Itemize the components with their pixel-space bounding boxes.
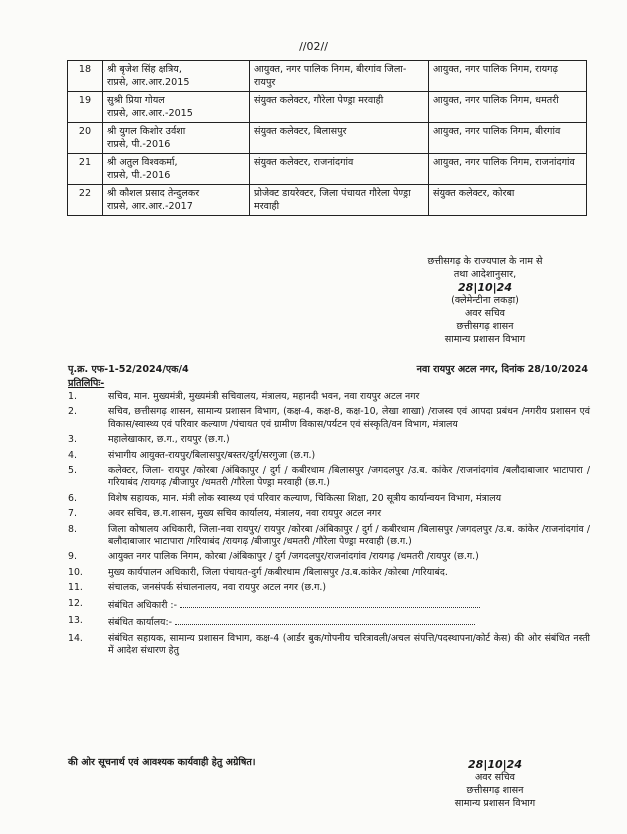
signatory-org-2: छत्तीसगढ़ शासन <box>466 785 524 796</box>
list-item-text <box>108 551 590 563</box>
list-item <box>68 524 590 549</box>
list-item-label: मुख्य कार्यपालन अधिकारी, जिला पंचायत-दुर्ग /कबीरधाम /बिलासपुर /उ.ब.कांकेर /कोरबा /गरियाबंद. <box>108 566 448 578</box>
list-item-text <box>108 465 590 490</box>
list-item <box>68 551 590 563</box>
list-item-number: 7. <box>68 508 77 520</box>
new-posting: संयुक्त कलेक्टर, कोरबा <box>429 185 587 216</box>
list-item <box>68 434 590 446</box>
signatory-org: छत्तीसगढ़ शासन <box>456 321 514 332</box>
officer-name: श्री बृजेश सिंह क्षत्रिय, <box>107 64 182 75</box>
current-posting: संयुक्त कलेक्टर, गौरेला पेण्ड्रा मरवाही <box>250 92 429 123</box>
row-number: 21 <box>68 154 103 185</box>
list-item <box>68 391 590 403</box>
list-item-label: जिला कोषालय अधिकारी, जिला-नवा रायपुर/ रायपुर /कोरबा /अंबिकापुर / दुर्ग / कबीरधाम /बिलासपुर /जगदलपुर /उ.ब. कांकेर /राजनांदगांव /बलौदाबाजार भाटापारा /गरियाबंद /रायगढ़ /बीजापुर /धमतरी /गौरेला पेण्ड्रा मरवाही (छ.ग.) <box>108 523 590 548</box>
signature-initials: 28|10|24 <box>458 281 512 294</box>
page-number: //02// <box>299 40 328 53</box>
list-item <box>68 508 590 520</box>
list-item-text <box>108 434 590 446</box>
signatory-designation-2: अवर सचिव <box>474 772 516 783</box>
list-item-label: संबंधित कार्यालय:- <box>108 617 173 629</box>
officer-cell <box>103 61 250 92</box>
list-item-text <box>108 508 590 520</box>
list-item-number: 3. <box>68 434 77 446</box>
signatory-name: (क्लेमेन्टीना लकड़ा) <box>451 295 519 306</box>
officer-service: राप्रसे, पी.-2016 <box>107 139 171 150</box>
list-item <box>68 406 590 431</box>
table-row <box>68 92 587 123</box>
row-number: 22 <box>68 185 103 216</box>
list-item-number: 1. <box>68 391 77 402</box>
list-item-number: 14. <box>68 632 83 644</box>
copy-to-title: प्रतिलिपिः- <box>68 378 105 389</box>
table-row <box>68 61 587 92</box>
signature-initials-2: 28|10|24 <box>468 758 522 771</box>
officer-name: सुश्री प्रिया गोयल <box>107 95 165 106</box>
list-item-number: 13. <box>68 615 83 627</box>
row-number: 18 <box>68 61 103 92</box>
list-item-label: आयुक्त नगर पालिक निगम, कोरबा /अंबिकापुर / दुर्ग /जगदलपुर/राजनांदगांव /रायगढ़ /धमतरी /रायपुर (छ.ग.) <box>108 551 479 563</box>
signatory-dept: सामान्य प्रशासन विभाग <box>444 334 526 345</box>
blank-line <box>180 598 480 608</box>
list-item-number: 11. <box>68 582 83 594</box>
list-item-number: 5. <box>68 465 77 477</box>
blank-line <box>175 615 475 625</box>
list-item <box>68 567 590 579</box>
closing-line: की ओर सूचनार्थ एवं आवश्यक कार्यवाही हेतु अग्रेषित। <box>68 757 256 768</box>
current-posting: आयुक्त, नगर पालिक निगम, बीरगांव जिला-रायपुर <box>250 61 429 92</box>
list-item <box>68 598 590 612</box>
list-item-label: कलेक्टर, जिला- रायपुर /कोरबा /अंबिकापुर / दुर्ग / कबीरधाम /बिलासपुर /जगदलपुर /उ.ब. कांकेर /राजनांदगांव /बलौदाबाजार भाटापारा /गरियाबंद /रायगढ़ /बीजापुर /धमतरी /गौरेला पेण्ड्रा मरवाही (छ.ग.) <box>108 465 590 489</box>
list-item <box>68 465 590 490</box>
officer-service: राप्रसे, आर.आर.-2017 <box>107 201 193 212</box>
list-item-text <box>108 633 590 658</box>
list-item <box>68 615 590 629</box>
officer-service: राप्रसे, आर.आर.-2015 <box>107 108 193 119</box>
list-item-label: सचिव, छत्तीसगढ़ शासन, सामान्य प्रशासन विभाग, (कक्ष-4, कक्ष-8, कक्ष-10, लेखा शाखा) /राजस्व एवं आपदा प्रबंधन /नगरीय प्रशासन एवं विकास/स्वास्थ्य एवं परिवार कल्याण /पंचायत एवं ग्रामीण विकास/पर्यटन एवं संस्कृति/वन विभाग, मंत्रालय <box>108 406 590 430</box>
list-item <box>68 493 590 505</box>
list-item-number: 10. <box>68 566 83 578</box>
list-item-label: संचालक, जनसंपर्क संचालनालय, नवा रायपुर अटल नगर (छ.ग.) <box>108 582 327 594</box>
list-item-text <box>108 450 590 462</box>
copy-to-list <box>68 391 590 660</box>
transfer-table <box>67 60 587 216</box>
list-item-text <box>108 406 590 431</box>
officer-name: श्री अतुल विश्वकर्मा, <box>107 157 178 168</box>
place-date: नवा रायपुर अटल नगर, दिनांक 28/10/2024 <box>416 364 588 375</box>
list-item-label: अवर सचिव, छ.ग.शासन, मुख्य सचिव कार्यालय, मंत्रालय, नवा रायपुर अटल नगर <box>108 508 382 520</box>
list-item-label: सचिव, मान. मुख्यमंत्री, मुख्यमंत्री सचिवालय, मंत्रालय, महानदी भवन, नवा रायपुर अटल नगर <box>108 391 420 402</box>
officer-cell <box>103 123 250 154</box>
list-item <box>68 633 590 658</box>
list-item-text <box>108 582 590 594</box>
list-item-number: 4. <box>68 449 77 461</box>
current-posting: संयुक्त कलेक्टर, बिलासपुर <box>250 123 429 154</box>
table-row <box>68 123 587 154</box>
list-item-label: संबंधित अधिकारी :- <box>108 599 177 611</box>
signature-block-1 <box>400 255 570 346</box>
current-posting: संयुक्त कलेक्टर, राजनांदगांव <box>250 154 429 185</box>
signatory-designation: अवर सचिव <box>464 308 506 319</box>
new-posting: आयुक्त, नगर पालिक निगम, राजनांदगांव <box>429 154 587 185</box>
signature-block-2 <box>420 758 570 810</box>
table-row <box>68 185 587 216</box>
table-row <box>68 154 587 185</box>
list-item-text <box>108 493 590 505</box>
new-posting: आयुक्त, नगर पालिक निगम, रायगढ़ <box>429 61 587 92</box>
order-line: तथा आदेशानुसार, <box>453 269 517 280</box>
current-posting: प्रोजेक्ट डायरेक्टर, जिला पंचायत गौरेला पेण्ड्रा मरवाही <box>250 185 429 216</box>
officer-service: राप्रसे, आर.आर.2015 <box>107 77 190 88</box>
new-posting: आयुक्त, नगर पालिक निगम, धमतरी <box>429 92 587 123</box>
list-item-label: संभागीय आयुक्त-रायपुर/बिलासपुर/बस्तर/दुर्ग/सरगुजा (छ.ग.) <box>108 449 316 461</box>
list-item-text <box>108 391 590 403</box>
officer-service: राप्रसे, पी.-2016 <box>107 170 171 181</box>
list-item-number: 6. <box>68 492 77 504</box>
officer-name: श्री युगल किशोर उर्वशा <box>107 126 186 137</box>
signatory-dept-2: सामान्य प्रशासन विभाग <box>454 798 536 809</box>
list-item-number: 8. <box>68 523 77 535</box>
list-item-label: विशेष सहायक, मान. मंत्री लोक स्वास्थ्य एवं परिवार कल्याण, चिकित्सा शिक्षा, 20 सूत्रीय कार्यान्वयन विभाग, मंत्रालय <box>108 492 502 504</box>
list-item-text <box>108 567 590 579</box>
governor-line: छत्तीसगढ़ के राज्यपाल के नाम से <box>427 256 543 267</box>
list-item-number: 12. <box>68 597 83 609</box>
list-item-label: महालेखाकार, छ.ग., रायपुर (छ.ग.) <box>108 434 230 446</box>
list-item <box>68 450 590 462</box>
new-posting: आयुक्त, नगर पालिक निगम, बीरगांव <box>429 123 587 154</box>
officer-name: श्री कौशल प्रसाद तेन्दुलकर <box>107 188 200 199</box>
officer-cell <box>103 185 250 216</box>
list-item-text <box>108 524 590 549</box>
officer-cell <box>103 92 250 123</box>
list-item <box>68 582 590 594</box>
list-item-label: संबंधित सहायक, सामान्य प्रशासन विभाग, कक्ष-4 (आर्डर बुक/गोपनीय चरित्रावली/अचल संपत्ति/पदस्थापना/कोर्ट केस) की ओर संबंधित नस्ती में आदेश संधारण हेतु <box>108 632 590 656</box>
list-item-text <box>108 598 590 612</box>
reference-number: पृ.क्र. एफ-1-52/2024/एक/4 <box>68 364 189 375</box>
row-number: 20 <box>68 123 103 154</box>
row-number: 19 <box>68 92 103 123</box>
list-item-text <box>108 615 590 629</box>
list-item-number: 9. <box>68 551 77 563</box>
officer-cell <box>103 154 250 185</box>
list-item-number: 2. <box>68 406 77 418</box>
